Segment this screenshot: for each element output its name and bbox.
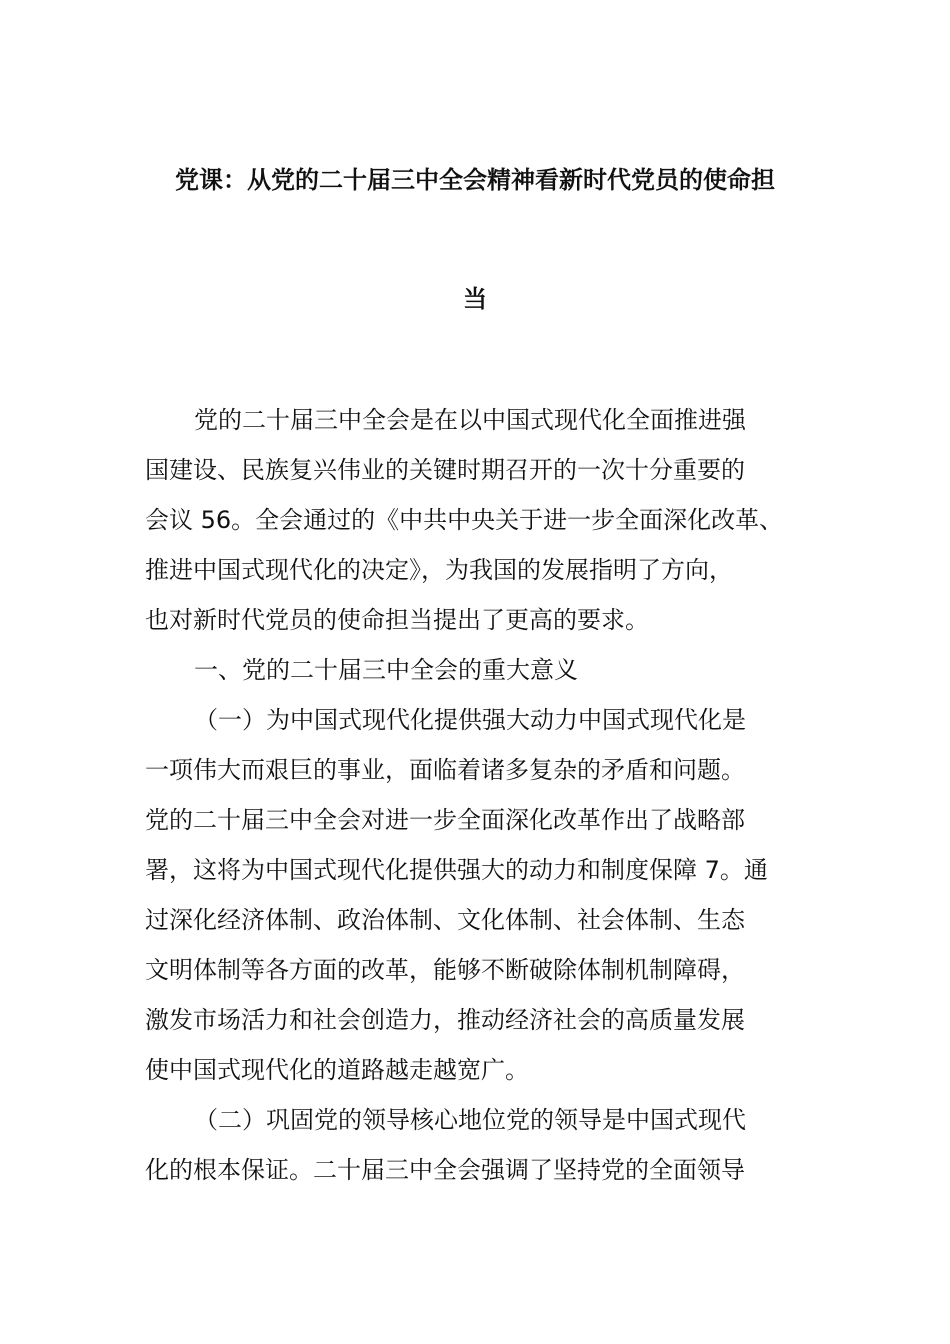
paragraph-line: 文明体制等各方面的改革，能够不断破除体制机制障碍， [145,956,745,984]
paragraph-line: 激发市场活力和社会创造力，推动经济社会的高质量发展 [145,1006,745,1034]
document-title-line-2: 当 [463,285,487,313]
section-heading: 一、党的二十届三中全会的重大意义 [194,656,578,684]
paragraph-line: 国建设、民族复兴伟业的关键时期召开的一次十分重要的 [145,456,745,484]
paragraph-line: 推进中国式现代化的决定》，为我国的发展指明了方向， [145,556,733,584]
paragraph-line: 党的二十届三中全会是在以中国式现代化全面推进强 [194,406,746,434]
paragraph-line: 过深化经济体制、政治体制、文化体制、社会体制、生态 [145,906,745,934]
paragraph-line: 一项伟大而艰巨的事业，面临着诸多复杂的矛盾和问题。 [145,756,745,784]
paragraph-line: 党的二十届三中全会对进一步全面深化改革作出了战略部 [145,806,745,834]
paragraph-line: 会议 56。全会通过的《中共中央关于进一步全面深化改革、 [145,506,784,534]
document-title-line-1: 党课：从党的二十届三中全会精神看新时代党员的使命担 [175,166,775,194]
paragraph-line: 署，这将为中国式现代化提供强大的动力和制度保障 7。通 [145,856,768,884]
paragraph-line: 也对新时代党员的使命担当提出了更高的要求。 [145,606,649,634]
paragraph-line: （二）巩固党的领导核心地位党的领导是中国式现代 [194,1106,746,1134]
paragraph-line: 使中国式现代化的道路越走越宽广。 [145,1056,529,1084]
paragraph-line: 化的根本保证。二十届三中全会强调了坚持党的全面领导 [145,1156,745,1184]
paragraph-line: （一）为中国式现代化提供强大动力中国式现代化是 [194,706,746,734]
